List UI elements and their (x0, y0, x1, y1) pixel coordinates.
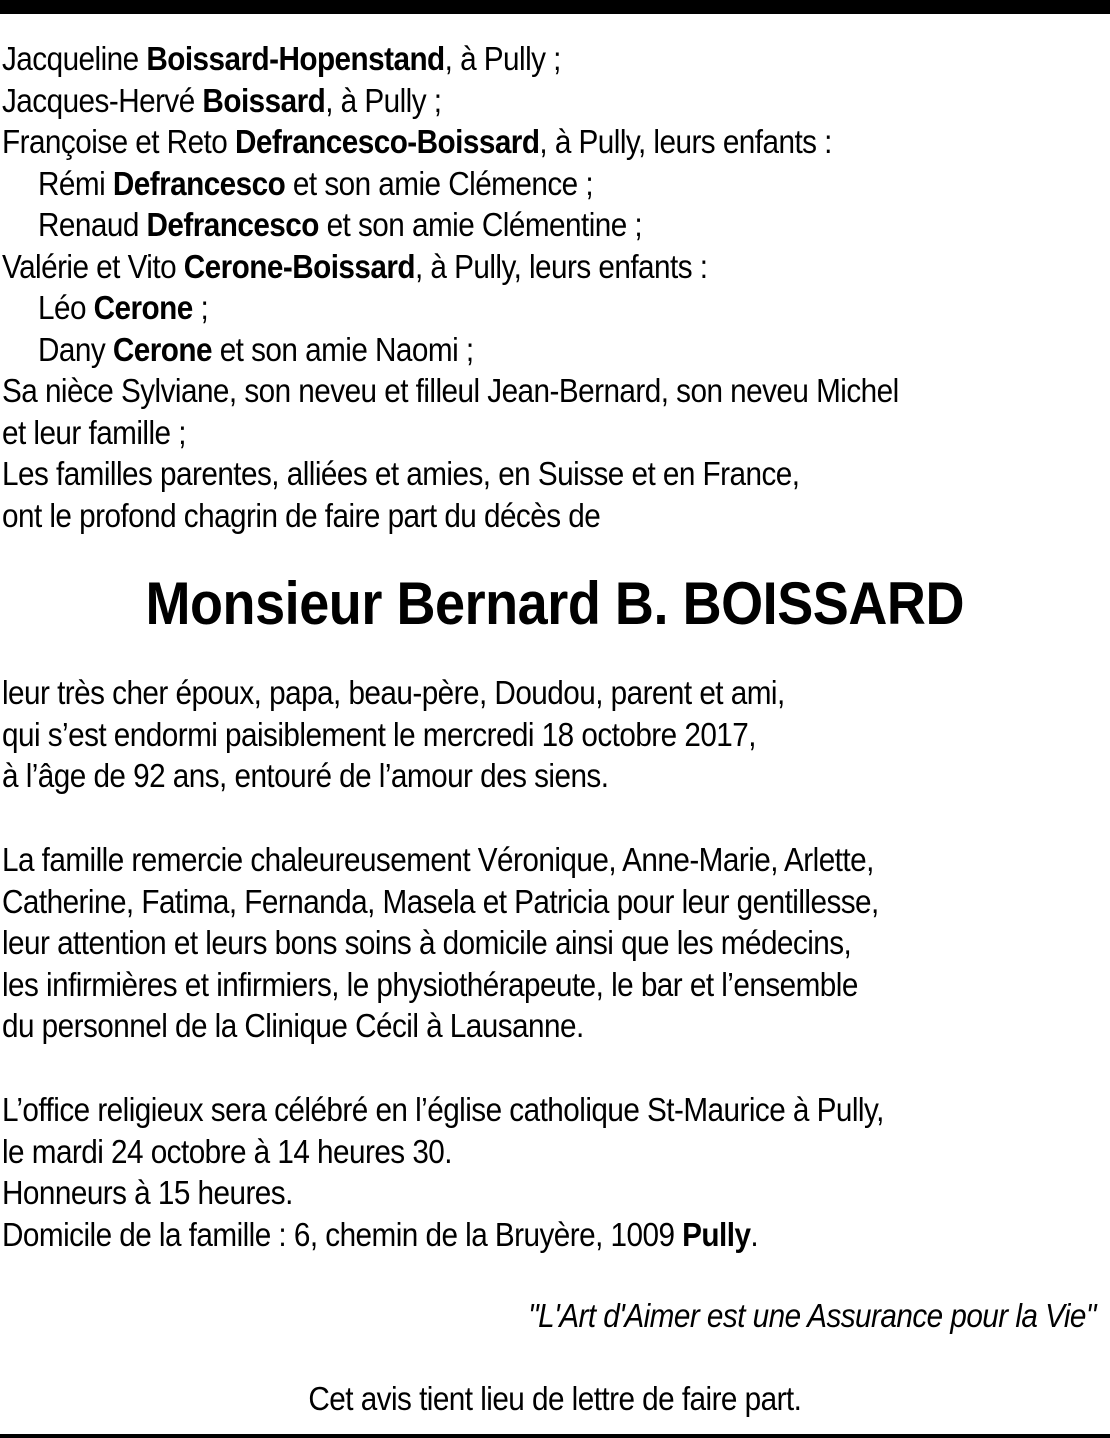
thanks-line: Catherine, Fatima, Fernanda, Masela et Patricia pour leur gentillesse, (2, 882, 879, 920)
thanks-line: leur attention et leurs bons soins à domicile ainsi que les médecins, (2, 924, 852, 961)
family-surname: Boissard-Hopenstand (146, 40, 445, 77)
family-line: Valérie et Vito Cerone-Boissard, à Pully, leurs enfants : (2, 247, 708, 285)
family-line: ont le profond chagrin de faire part du décès de (2, 496, 601, 534)
motto-quote: "L'Art d'Aimer est une Assurance pour la Vie" (528, 1297, 1096, 1334)
family-surname: Boissard (202, 81, 326, 119)
family-list (2, 38, 899, 536)
deceased-name: Monsieur Bernard B. BOISSARD (145, 570, 965, 637)
tribute-paragraph (2, 672, 785, 797)
family-surname: Defrancesco (112, 164, 286, 202)
thanks-line: La famille remercie chaleureusement Véronique, Anne-Marie, Arlette, (2, 841, 874, 878)
service-line: Honneurs à 15 heures. (2, 1174, 293, 1211)
bottom-rule (0, 1434, 1110, 1438)
family-surname: Cerone-Boissard (183, 247, 415, 285)
family-line: Renaud Defrancesco et son amie Clémentine ; (38, 206, 643, 243)
family-line: Sa nièce Sylviane, son neveu et filleul Jean-Bernard, son neveu Michel (2, 372, 899, 409)
family-line: et leur famille ; (2, 413, 186, 451)
closing-note: Cet avis tient lieu de lettre de faire part. (308, 1380, 802, 1417)
family-line: Jacques-Hervé Boissard, à Pully ; (2, 81, 442, 119)
thanks-line: les infirmières et infirmiers, le physiothérapeute, le bar et l’ensemble (2, 965, 858, 1003)
family-surname: Defrancesco (146, 206, 319, 243)
family-line: Dany Cerone et son amie Naomi ; (38, 330, 474, 368)
family-line: Rémi Defrancesco et son amie Clémence ; (38, 164, 594, 202)
tribute-line: à l’âge de 92 ans, entouré de l’amour des siens. (2, 757, 609, 794)
family-line: Léo Cerone ; (38, 289, 209, 326)
service-line: le mardi 24 octobre à 14 heures 30. (2, 1132, 452, 1170)
tribute-line: leur très cher époux, papa, beau-père, Doudou, parent et ami, (2, 674, 785, 711)
service-paragraph (2, 1089, 884, 1255)
family-surname: Defrancesco-Boissard (234, 123, 540, 160)
family-line: Jacqueline Boissard-Hopenstand, à Pully ; (2, 40, 561, 77)
family-line: Les familles parentes, alliées et amies, en Suisse et en France, (2, 455, 800, 492)
domicile-town: Pully (682, 1215, 751, 1253)
thanks-paragraph (2, 839, 879, 1047)
family-line: Françoise et Reto Defrancesco-Boissard, à Pully, leurs enfants : (2, 123, 832, 160)
service-line: L’office religieux sera célébré en l’église catholique St-Maurice à Pully, (2, 1091, 884, 1128)
family-surname: Cerone (93, 289, 193, 326)
domicile-line: Domicile de la famille : 6, chemin de la Bruyère, 1009 Pully. (2, 1215, 759, 1253)
family-surname: Cerone (112, 330, 212, 368)
tribute-line: qui s’est endormi paisiblement le mercredi 18 octobre 2017, (2, 715, 756, 753)
top-rule (0, 0, 1110, 14)
thanks-line: du personnel de la Clinique Cécil à Lausanne. (2, 1007, 584, 1044)
